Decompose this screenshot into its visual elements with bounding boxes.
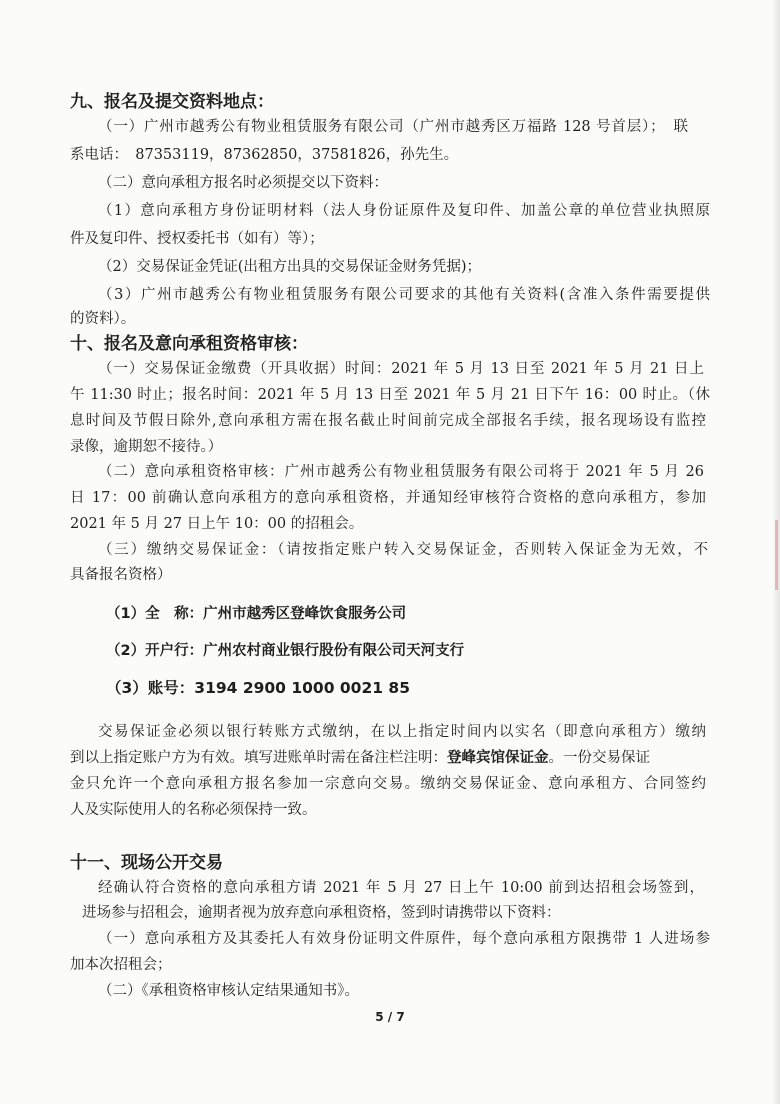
s11-p-line2: 进场参与招租会，逾期者视为放弃意向承租资格，签到时请携带以下资料： [82, 905, 561, 921]
s9-item1-line2: 系电话： 87353119，87362850，37581826，孙先生。 [70, 147, 459, 163]
section-11-heading: 十一、现场公开交易 [70, 853, 223, 873]
s10-note-line4: 人及实际使用人的名称必须保持一致。 [70, 802, 317, 818]
s10-p3-line2: 具备报名资格） [70, 567, 172, 583]
s9-item2: （二）意向承租方报名时必须提交以下资料： [98, 175, 388, 191]
s9-sub1-line1: （1）意向承租方身份证明材料（法人身份证原件及复印件、加盖公章的单位营业执照原 [98, 203, 710, 219]
s11-i2: （二）《承租资格审核认定结果通知书》。 [98, 983, 359, 999]
s10-note-line2-tail: 。一份交易保证 [548, 750, 650, 766]
s10-p2-line2: 日 17：00 前确认意向承租方的意向承租资格，并通知经审核符合资格的意向承租方，参加 [70, 490, 706, 506]
s10-note-line1: 交易保证金必须以银行转账方式缴纳，在以上指定时间内以实名（即意向承租方）缴纳 [98, 724, 706, 740]
s10-p2-line3: 2021 年 5 月 27 日上午 10：00 的招租会。 [70, 516, 364, 532]
account-number: （3）账号：3194 2900 1000 0021 85 [106, 679, 410, 697]
s9-sub1-line2: 件及复印件、授权委托书（如有）等）； [70, 231, 324, 247]
s11-i1-line2: 加本次招租会； [70, 957, 172, 973]
s10-note-line3: 金只允许一个意向承租方报名参加一宗意向交易。缴纳交易保证金、意向承租方、合同签约 [70, 776, 706, 792]
s10-note-line2-text: 到以上指定账户方为有效。填写进账单时需在备注栏注明： [70, 750, 447, 766]
account-bank: （2）开户行：广州农村商业银行股份有限公司天河支行 [106, 643, 465, 659]
s11-i1-line1: （一）意向承租方及其委托人有效身份证明文件原件，每个意向承租方限携带 1 人进场参 [98, 931, 710, 947]
deposit-remark: 登峰宾馆保证金 [447, 750, 549, 766]
s9-item1-line1: （一）广州市越秀公有物业租赁服务有限公司（广州市越秀区万福路 128 号首层）； 联 [98, 119, 688, 135]
s10-p3-line1: （三）缴纳交易保证金：（请按指定账户转入交易保证金，否则转入保证金为无效，不 [98, 542, 708, 558]
s10-p1-line4: 录像，逾期恕不接待。） [70, 439, 223, 455]
page-number: 5 / 7 [375, 1010, 405, 1024]
section-10-heading: 十、报名及意向承租资格审核： [70, 334, 308, 354]
account-name: （1）全 称：广州市越秀区登峰饮食服务公司 [106, 606, 407, 622]
s10-p1-line3: 息时间及节假日除外,意向承租方需在报名截止时间前完成全部报名手续，报名现场设有监控 [70, 413, 706, 429]
s10-note-line2 [0, 747, 780, 769]
s9-sub2: （2）交易保证金凭证(出租方出具的交易保证金财务凭据)； [98, 259, 482, 275]
s9-sub3-line2: 的资料）。 [70, 311, 136, 327]
s11-p-line1: 经确认符合资格的意向承租方请 2021 年 5 月 27 日上午 10:00 前到达招租会场签到， [98, 880, 704, 896]
section-9-heading: 九、报名及提交资料地点： [70, 92, 274, 112]
s10-p1-line1: （一）交易保证金缴费（开具收据）时间：2021 年 5 月 13 日至 2021 年 5 月 21 日上 [98, 361, 704, 377]
s10-p1-line2: 午 11:30 时止；报名时间：2021 年 5 月 13 日至 2021 年 5 月 21 日下午 16：00 时止。（休 [70, 387, 710, 403]
s9-sub3-line1: （3）广州市越秀公有物业租赁服务有限公司要求的其他有关资料(含准入条件需要提供 [98, 287, 710, 303]
s10-p2-line1: （二）意向承租资格审核：广州市越秀公有物业租赁服务有限公司将于 2021 年 5 月 26 [98, 464, 704, 480]
